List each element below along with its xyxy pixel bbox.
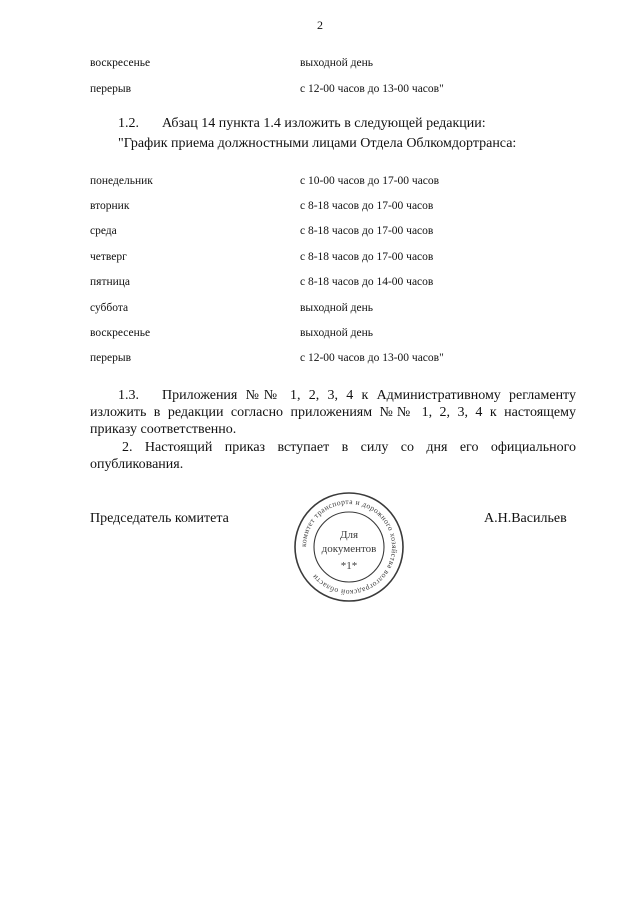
schedule-day: перерыв	[90, 83, 132, 95]
stamp-center-line1: Для	[339, 529, 359, 541]
stamp-center-line3: *1*	[340, 560, 358, 572]
signer-name: А.Н.Васильев	[484, 511, 567, 526]
schedule-time: с 12-00 часов до 13-00 часов"	[300, 352, 444, 364]
item-1-3-number: 1.3.	[118, 388, 139, 403]
schedule-time: с 8-18 часов до 17-00 часов	[300, 251, 434, 263]
stamp-center-line2: документов	[321, 543, 377, 555]
schedule-day: перерыв	[90, 352, 132, 364]
schedule-day: четверг	[90, 251, 127, 263]
stamp-ring-text: комитет транспорта и дорожного хозяйства волгоградской области	[298, 496, 400, 598]
official-stamp	[292, 490, 406, 604]
item-1-3-line1: Приложения №№ 1, 2, 3, 4 к Административному регламенту	[162, 388, 576, 403]
item-2-line1: 2. Настоящий приказ вступает в силу со дня его официального	[122, 440, 576, 455]
schedule-time: выходной день	[300, 327, 374, 339]
schedule-day: воскресенье	[90, 57, 151, 69]
schedule-day: вторник	[90, 200, 130, 212]
schedule-day: суббота	[90, 302, 129, 314]
schedule-time: с 10-00 часов до 17-00 часов	[300, 175, 440, 187]
schedule-time: с 12-00 часов до 13-00 часов"	[300, 83, 444, 95]
schedule-time: выходной день	[300, 57, 374, 69]
item-1-2-text: Абзац 14 пункта 1.4 изложить в следующей редакции:	[162, 116, 486, 131]
schedule-time: с 8-18 часов до 14-00 часов	[300, 276, 434, 288]
schedule-time: с 8-18 часов до 17-00 часов	[300, 225, 434, 237]
schedule-day: воскресенье	[90, 327, 151, 339]
item-1-3-line2: изложить в редакции согласно приложениям №№ 1, 2, 3, 4 к настоящему	[90, 405, 576, 420]
stamp-seal-icon	[292, 490, 406, 604]
item-1-3-line3: приказу соответственно.	[90, 422, 237, 437]
page-number: 2	[317, 18, 323, 32]
schedule-time: с 8-18 часов до 17-00 часов	[300, 200, 434, 212]
schedule-day: понедельник	[90, 175, 153, 187]
item-1-2-number: 1.2.	[118, 116, 139, 131]
schedule-day: среда	[90, 225, 117, 237]
item-1-2-quote: "График приема должностными лицами Отдела Облкомдортранса:	[118, 136, 517, 151]
schedule-time: выходной день	[300, 302, 374, 314]
signer-position: Председатель комитета	[90, 511, 229, 526]
item-2-line2: опубликования.	[90, 457, 184, 472]
schedule-day: пятница	[90, 276, 131, 288]
